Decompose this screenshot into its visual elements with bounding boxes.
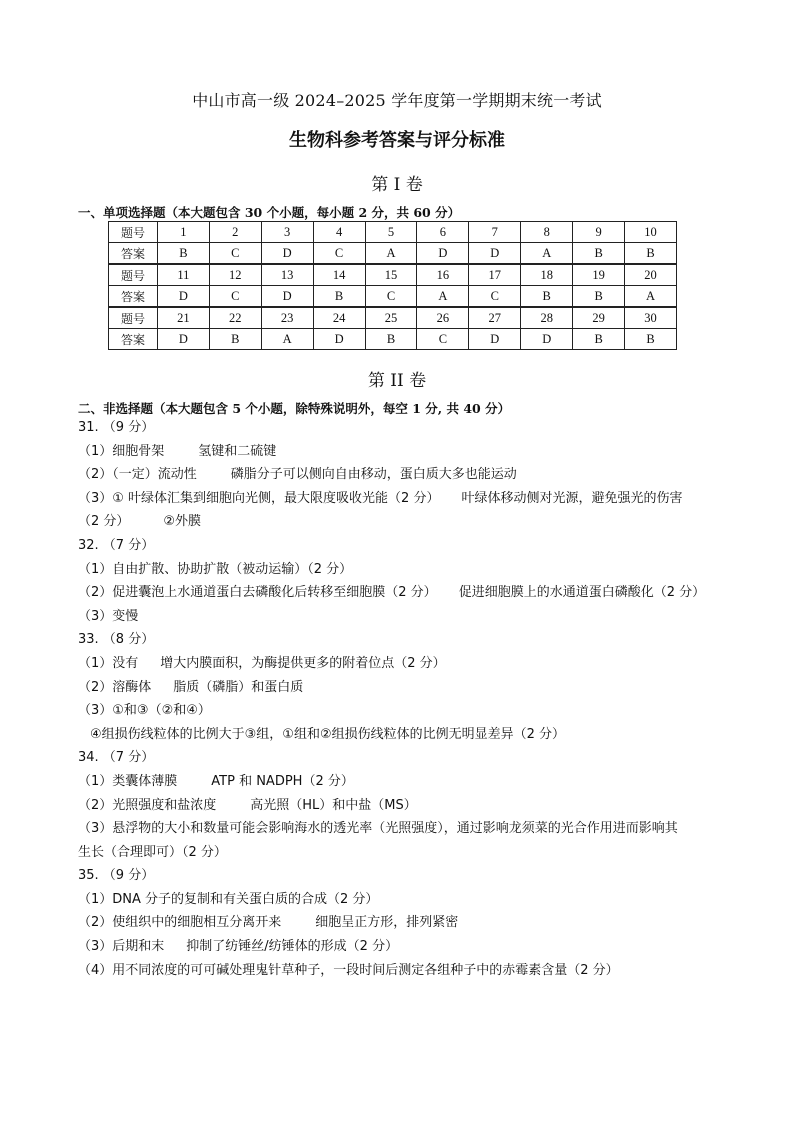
page-subtitle: 生物科参考答案与评分标准 <box>289 130 505 151</box>
question-number: 3 <box>261 222 313 243</box>
answer-text: ATP 和 NADPH（2 分） <box>211 773 354 789</box>
question-number: 12 <box>209 264 261 286</box>
answer-text: 氢键和二硫键 <box>198 443 277 459</box>
answer-text: 高光照（HL）和中盐（MS） <box>250 797 417 813</box>
question-number: 29 <box>573 307 625 329</box>
answer-text: （1）细胞骨架 <box>78 443 165 459</box>
answer-line: （4）用不同浓度的可可碱处理鬼针草种子，一段时间后测定各组种子中的赤霉素含量（2 分） <box>78 962 619 978</box>
question-number: 1 <box>157 222 209 243</box>
answer-cell: D <box>261 286 313 308</box>
answer-cell: B <box>573 286 625 308</box>
answer-text: 磷脂分子可以侧向自由移动，蛋白质大多也能运动 <box>230 467 517 483</box>
page-title: 中山市高一级 2024–2025 学年度第一学期期末统一考试 <box>192 91 602 110</box>
answer-cell: B <box>573 243 625 265</box>
answer-cell: D <box>469 329 521 350</box>
question-number: 21 <box>157 307 209 329</box>
answer-cell: B <box>625 329 677 350</box>
question-number: 13 <box>261 264 313 286</box>
answer-cell: D <box>157 286 209 308</box>
volume-2-heading: 第 II 卷 <box>367 371 427 391</box>
answer-cell: A <box>261 329 313 350</box>
row-label: 题号 <box>109 222 158 243</box>
answer-cell: B <box>521 286 573 308</box>
answer-cell: C <box>209 243 261 265</box>
question-number: 28 <box>521 307 573 329</box>
row-label: 题号 <box>109 307 158 329</box>
answer-line <box>78 510 728 534</box>
answer-text: （2）使组织中的细胞相互分离开来 <box>78 915 282 931</box>
answer-line: （3）①和③（②和④） <box>78 703 211 719</box>
answer-text: （2）（一定）流动性 <box>78 467 197 483</box>
answer-text: （2 分） <box>78 514 130 530</box>
answer-cell: D <box>469 243 521 265</box>
section-2-heading: 二、非选择题（本大题包含 5 个小题，除特殊说明外，每空 1 分, 共 40 分） <box>78 401 511 416</box>
answer-cell: B <box>313 286 365 308</box>
question-heading: 34. （7 分） <box>78 750 155 766</box>
section-1-heading: 一、单项选择题（本大题包含 30 个小题，每小题 2 分，共 60 分） <box>78 205 461 220</box>
answer-line <box>78 935 728 959</box>
answer-cell: A <box>417 286 469 308</box>
question-heading: 32. （7 分） <box>78 537 155 553</box>
answer-text: （2）光照强度和盐浓度 <box>78 797 217 813</box>
answer-line <box>78 770 728 794</box>
question-number: 26 <box>417 307 469 329</box>
question-number: 4 <box>313 222 365 243</box>
question-number: 5 <box>365 222 417 243</box>
answer-cell: D <box>261 243 313 265</box>
answer-line: 生长（合理即可）（2 分） <box>78 844 227 860</box>
question-heading: 35. （9 分） <box>78 868 155 884</box>
answer-cell: A <box>521 243 573 265</box>
answer-text: （3）① 叶绿体汇集到细胞向光侧，最大限度吸收光能（2 分） <box>78 490 440 506</box>
answer-line <box>78 487 728 511</box>
answer-text: 促进细胞膜上的水通道蛋白磷酸化（2 分） <box>458 585 706 601</box>
answer-cell: A <box>365 243 417 265</box>
answer-line <box>78 463 728 487</box>
answer-table <box>108 221 677 350</box>
answer-cell: C <box>417 329 469 350</box>
question-number: 16 <box>417 264 469 286</box>
answer-cell: D <box>521 329 573 350</box>
answer-cell: A <box>625 286 677 308</box>
question-number: 9 <box>573 222 625 243</box>
question-number: 22 <box>209 307 261 329</box>
answer-cell: D <box>157 329 209 350</box>
volume-1-heading: 第 I 卷 <box>371 175 423 195</box>
row-label: 题号 <box>109 264 158 286</box>
answer-line: （3）悬浮物的大小和数量可能会影响海水的透光率（光照强度），通过影响龙须菜的光合作用进而影响其 <box>78 821 678 837</box>
question-number: 20 <box>625 264 677 286</box>
answer-cell: C <box>313 243 365 265</box>
table-row <box>109 286 677 308</box>
question-number: 8 <box>521 222 573 243</box>
answer-cell: D <box>313 329 365 350</box>
answer-line <box>78 676 728 700</box>
table-row <box>109 243 677 265</box>
question-number: 7 <box>469 222 521 243</box>
answer-cell: B <box>209 329 261 350</box>
answer-line <box>78 794 728 818</box>
row-label: 答案 <box>109 329 158 350</box>
answer-text: 叶绿体移动侧对光源，避免强光的伤害 <box>461 490 683 506</box>
question-number: 2 <box>209 222 261 243</box>
question-number: 27 <box>469 307 521 329</box>
question-heading: 31. （9 分） <box>78 420 155 435</box>
answer-cell: C <box>469 286 521 308</box>
answer-cell: B <box>573 329 625 350</box>
answer-cell: C <box>209 286 261 308</box>
table-row <box>109 264 677 286</box>
answer-line: （1）DNA 分子的复制和有关蛋白质的合成（2 分） <box>78 891 379 907</box>
answer-line <box>78 652 728 676</box>
question-number: 25 <box>365 307 417 329</box>
answer-cell: B <box>625 243 677 265</box>
question-number: 17 <box>469 264 521 286</box>
table-row <box>109 329 677 350</box>
question-number: 10 <box>625 222 677 243</box>
question-number: 15 <box>365 264 417 286</box>
answer-cell: B <box>157 243 209 265</box>
answer-line <box>78 581 728 605</box>
table-row <box>109 307 677 329</box>
question-number: 6 <box>417 222 469 243</box>
answer-text: （2）溶酶体 <box>78 679 152 695</box>
answer-line: （1）自由扩散、协助扩散（被动运输）（2 分） <box>78 561 353 577</box>
answer-text: 脂质（磷脂）和蛋白质 <box>173 679 304 695</box>
answer-text: （3）后期和末 <box>78 939 165 955</box>
answer-cell: C <box>365 286 417 308</box>
answer-line <box>78 440 728 464</box>
question-number: 30 <box>625 307 677 329</box>
question-number: 11 <box>157 264 209 286</box>
question-heading: 33. （8 分） <box>78 632 155 648</box>
answer-text: ②外膜 <box>163 514 202 530</box>
answer-line: ④组损伤线粒体的比例大于③组，①组和②组损伤线粒体的比例无明显差异（2 分） <box>90 726 566 742</box>
answer-text: 抑制了纺锤丝/纺锤体的形成（2 分） <box>186 939 399 955</box>
answer-text: （1）没有 <box>78 655 139 671</box>
answer-line <box>78 911 728 935</box>
row-label: 答案 <box>109 243 158 265</box>
answer-text: （1）类囊体薄膜 <box>78 773 178 789</box>
answer-text: （2）促进囊泡上水通道蛋白去磷酸化后转移至细胞膜（2 分） <box>78 585 437 601</box>
answer-lines <box>78 416 728 982</box>
question-number: 19 <box>573 264 625 286</box>
row-label: 答案 <box>109 286 158 308</box>
question-number: 18 <box>521 264 573 286</box>
answer-text: 细胞呈正方形，排列紧密 <box>315 915 459 931</box>
answer-cell: B <box>365 329 417 350</box>
answer-text: 增大内膜面积，为酶提供更多的附着位点（2 分） <box>160 655 446 671</box>
question-number: 14 <box>313 264 365 286</box>
answer-line: （3）变慢 <box>78 608 139 624</box>
answer-cell: D <box>417 243 469 265</box>
question-number: 23 <box>261 307 313 329</box>
table-row <box>109 222 677 243</box>
question-number: 24 <box>313 307 365 329</box>
